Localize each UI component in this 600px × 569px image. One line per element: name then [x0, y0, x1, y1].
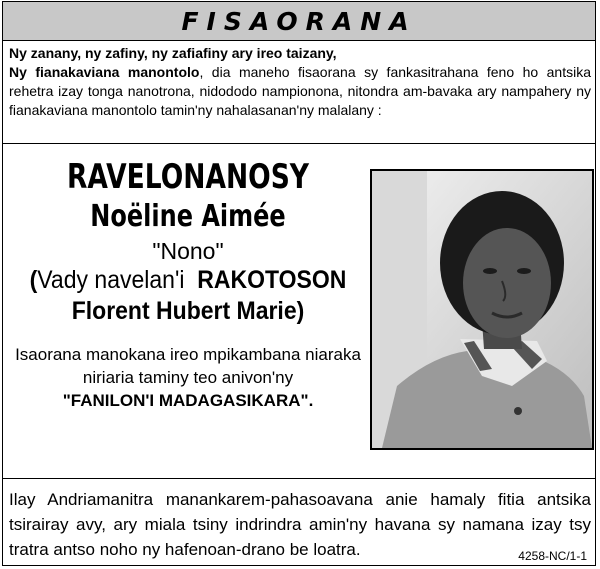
- spouse-open-paren: (: [29, 266, 38, 294]
- spouse-surname: RAKOTOSON: [197, 266, 347, 294]
- spouse-prefix: Vady navelan'i: [37, 266, 185, 294]
- spouse-given-names: Florent Hubert Marie): [71, 297, 305, 325]
- spouse-info: [18, 265, 358, 327]
- reference-code: 4258-NC/1-1: [518, 549, 587, 563]
- closing-paragraph: Ilay Andriamanitra manankarem-pahasoavana anie hamaly fitia antsika tsirairay avy, ary miala tsiny indrindra amin'ny havana sy namana izay tsy tratra antso noho ny hafenoan-drano be loatra.: [9, 490, 591, 559]
- deceased-given-names: Noëline Aimée: [90, 199, 286, 234]
- separator-top: [3, 143, 595, 144]
- intro-line-1: Ny zanany, ny zafiny, ny zafiafiny ary ireo taizany,: [9, 45, 337, 61]
- notice-card: [2, 1, 596, 566]
- separator-bottom: [3, 478, 595, 479]
- association-line-1: Isaorana manokana ireo mpikambana niaraka: [15, 345, 361, 364]
- intro-bold-family: Ny fianakaviana manontolo: [9, 64, 200, 80]
- association-thanks: [3, 343, 373, 412]
- association-name: "FANILON'I MADAGASIKARA".: [62, 391, 314, 410]
- portrait-photo: [370, 169, 594, 450]
- intro-rest: , dia maneho fisaorana sy fankasitrahana feno ho antsika rehetra izay tonga nanotrona, nidododo nampionona, nitondra am-bavaka ary nampahery ny fianakaviana manontolo tamin'ny nahalasanan'ny malalany :: [9, 64, 591, 118]
- deceased-nickname: "Nono": [152, 238, 224, 264]
- deceased-block: [3, 157, 373, 412]
- page-title: FISAORANA: [181, 6, 417, 36]
- portrait-icon: [372, 171, 592, 448]
- intro-paragraph: [9, 44, 591, 120]
- header-banner: [3, 2, 595, 41]
- association-line-2: niriaria taminy teo anivon'ny: [82, 368, 294, 387]
- deceased-surname: RAVELONANOSY: [66, 157, 310, 197]
